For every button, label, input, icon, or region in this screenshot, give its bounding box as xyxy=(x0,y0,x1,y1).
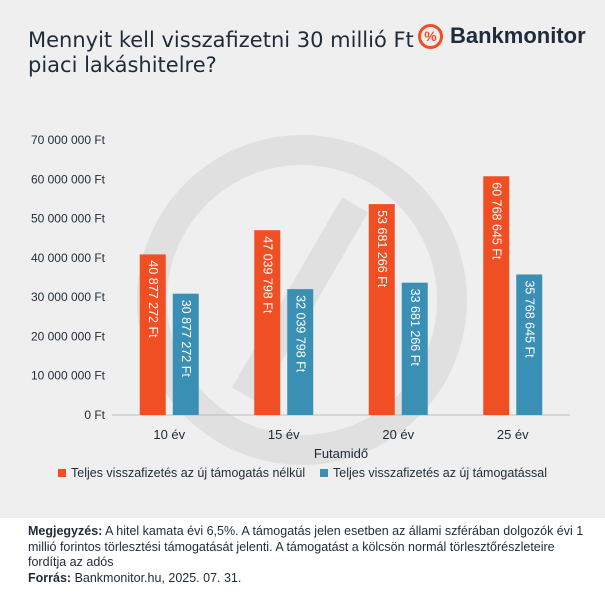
source xyxy=(28,571,588,587)
source-label: Forrás: xyxy=(28,570,72,585)
legend xyxy=(58,466,547,480)
bar-data-label: 40 877 272 Ft xyxy=(145,260,160,338)
brand-name: Bankmonitor xyxy=(450,23,586,48)
bar-data-label: 33 681 266 Ft xyxy=(407,288,422,366)
bar-data-label: 32 039 798 Ft xyxy=(293,295,308,373)
chart-title: Mennyit kell visszafizetni 30 millió Ft piaci lakáshitelre? xyxy=(28,28,414,77)
x-tick-label: 20 év xyxy=(382,427,415,442)
source-text: Bankmonitor.hu, 2025. 07. 31. xyxy=(74,570,242,585)
x-tick-label: 25 év xyxy=(496,427,529,442)
y-tick-label: 50 000 000 Ft xyxy=(30,211,105,226)
note xyxy=(28,524,588,571)
legend-swatch xyxy=(58,469,66,477)
bar-data-label: 30 877 272 Ft xyxy=(178,299,193,377)
y-tick-label: 60 000 000 Ft xyxy=(30,172,105,187)
bar-data-label: 60 768 645 Ft xyxy=(489,182,504,260)
x-tick-label: 15 év xyxy=(267,427,300,442)
x-tick-label: 10 év xyxy=(153,427,186,442)
y-tick-label: 70 000 000 Ft xyxy=(30,133,105,147)
y-tick-label: 0 Ft xyxy=(84,408,105,422)
x-axis-title: Futamidő xyxy=(313,446,369,461)
legend-label: Teljes visszafizetés az új támogatással xyxy=(333,466,547,480)
y-axis xyxy=(31,133,106,422)
y-tick-label: 20 000 000 Ft xyxy=(30,329,105,344)
y-tick-label: 30 000 000 Ft xyxy=(30,290,105,305)
footnotes xyxy=(28,524,588,586)
legend-swatch xyxy=(320,469,328,477)
note-label: Megjegyzés: xyxy=(28,524,103,538)
percent-icon: % xyxy=(418,24,443,49)
bar-data-label: 53 681 266 Ft xyxy=(374,210,389,288)
bar-data-label: 47 039 798 Ft xyxy=(260,236,275,314)
bar-data-label: 35 768 645 Ft xyxy=(522,280,537,358)
y-tick-label: 10 000 000 Ft xyxy=(30,368,105,383)
y-tick-label: 40 000 000 Ft xyxy=(30,250,105,265)
legend-label: Teljes visszafizetés az új támogatás nélkül xyxy=(71,466,306,480)
note-text: A hitel kamata évi 6,5%. A támogatás jelen esetben az állami szférában dolgozók évi 1 millió forintos törlesztési támogatását jelenti. A támogatást a kölcsön normál törlesztőrészleteire fordítja az adós xyxy=(28,524,584,569)
